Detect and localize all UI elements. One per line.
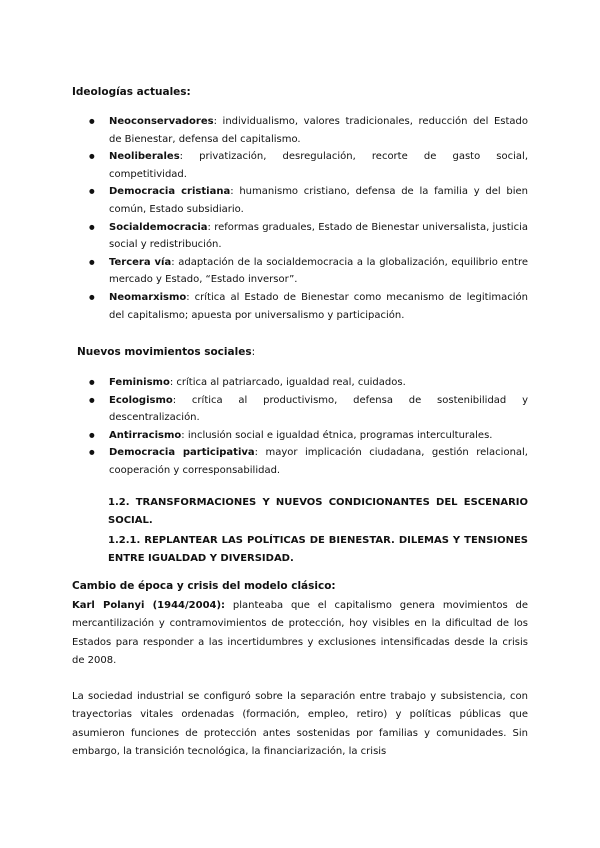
ideologias-list [88, 113, 528, 324]
polanyi-author: Karl Polanyi (1944/2004): [72, 600, 226, 611]
list-item-term: Feminismo [109, 377, 170, 388]
cambio-heading: Cambio de época y crisis del modelo clásico: [72, 580, 336, 592]
list-item-text: : humanismo cristiano, defensa de la familia y del bien común, Estado subsidiario. [109, 186, 528, 215]
list-item-text: : individualismo, valores tradicionales, reducción del Estado de Bienestar, defensa del capitalismo. [109, 116, 528, 145]
section-1-2-1-title: 1.2.1. REPLANTEAR LAS POLÍTICAS DE BIENESTAR. DILEMAS Y TENSIONES ENTRE IGUALDAD Y DIVERSIDAD. [108, 535, 528, 564]
list-item-term: Neoliberales [109, 151, 180, 163]
list-item-text: : crítica al productivismo, defensa de sostenibilidad y descentralización. [109, 394, 528, 424]
list-item [88, 113, 528, 148]
list-item-term: Neoconservadores [109, 116, 214, 127]
list-item [88, 183, 528, 218]
list-item-text: : crítica al patriarcado, igualdad real, cuidados. [169, 377, 406, 388]
list-item-text: : privatización, desregulación, recorte de gasto social, competitividad. [109, 151, 528, 180]
list-item-term: Tercera vía [109, 256, 172, 268]
list-item-term: Antirracismo [109, 429, 182, 441]
sociedad-industrial-paragraph: La sociedad industrial se configuró sobre la separación entre trabajo y subsistencia, con trayectorias vitales ordenadas (formación, empleo, retiro) y políticas públicas que asumieron funciones de protección antes sostenidas por familias y comunidades. Sin embargo, la transición tecnológica, la financiarización, la crisis [72, 691, 528, 757]
list-item-text: : crítica al Estado de Bienestar como mecanismo de legitimación del capitalismo; apuesta por universalismo y participación. [109, 291, 528, 321]
movimientos-heading-text: Nuevos movimientos sociales [77, 346, 252, 358]
list-item-text: : reformas graduales, Estado de Bienestar universalista, justicia social y redistribución. [109, 221, 528, 251]
section-1-2-title: 1.2. TRANSFORMACIONES Y NUEVOS CONDICIONANTES DEL ESCENARIO SOCIAL. [108, 497, 528, 526]
polanyi-paragraph [72, 597, 528, 670]
movimientos-list [88, 374, 528, 480]
list-item [88, 444, 528, 479]
list-item-term: Ecologismo [109, 394, 173, 406]
polanyi-text: planteaba que el capitalismo genera movimientos de mercantilización y contramovimientos de protección, hoy visibles en la dificultad de los Estados para responder a las incertidumbres y exclusiones intensificadas desde la crisis de 2008. [72, 600, 529, 666]
list-item [88, 254, 528, 289]
list-item-term: Democracia cristiana [109, 186, 231, 198]
list-item [88, 289, 528, 324]
list-item [88, 148, 528, 183]
movimientos-heading [77, 346, 255, 358]
list-item [88, 374, 528, 392]
list-item [88, 427, 528, 445]
list-item-term: Democracia participativa [109, 447, 255, 459]
list-item-text: : adaptación de la socialdemocracia a la globalización, equilibrio entre mercado y Estado, “Estado inversor”. [109, 256, 528, 286]
list-item [88, 219, 528, 254]
list-item-text: : inclusión social e igualdad étnica, programas interculturales. [181, 429, 493, 441]
movimientos-heading-colon: : [251, 346, 256, 358]
list-item-term: Socialdemocracia [109, 221, 208, 233]
list-item-term: Neomarxismo [109, 291, 187, 303]
list-item [88, 392, 528, 427]
list-item-text: : mayor implicación ciudadana, gestión relacional, cooperación y corresponsabilidad. [109, 447, 528, 476]
ideologias-heading: Ideologías actuales: [72, 86, 191, 98]
